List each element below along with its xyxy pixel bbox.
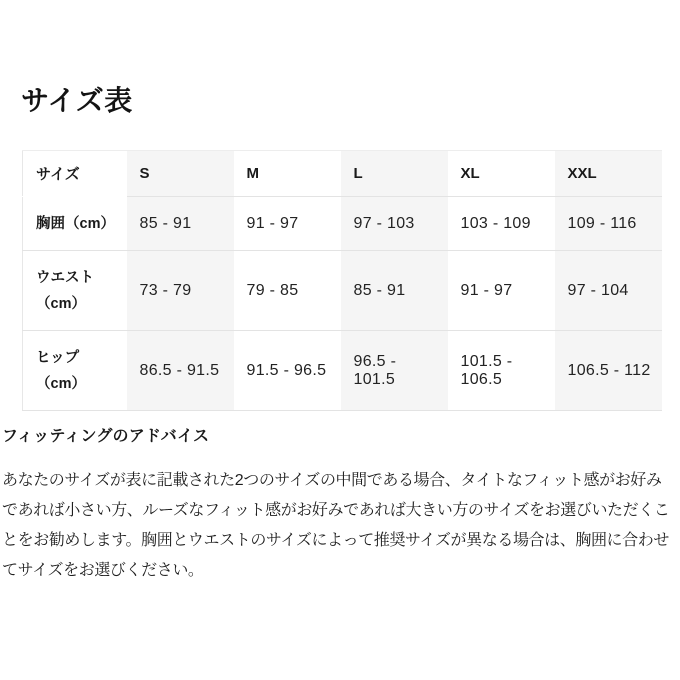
column-header-l: L [341,151,448,197]
row-label-waist: ウエスト（cm） [23,251,127,331]
chest-value-s: 85 - 91 [127,197,234,251]
hip-value-s: 86.5 - 91.5 [127,331,234,411]
column-header-xxl: XXL [555,151,662,197]
advice-line: てサイズをお選びください。 [2,562,204,579]
advice-line: であれば小さい方、ルーズなフィット感がお好みであれば大きい方のサイズをお選びいただくこ [2,502,670,519]
row-label-chest: 胸囲（cm） [23,197,127,251]
column-header-xl: XL [448,151,555,197]
waist-value-xl: 91 - 97 [448,251,555,331]
size-table [22,150,662,411]
waist-value-m: 79 - 85 [234,251,341,331]
row-label-hip: ヒップ（cm） [23,331,127,411]
hip-value-xl: 101.5 - 106.5 [448,331,555,411]
table-row-waist [23,251,662,331]
chest-value-xl: 103 - 109 [448,197,555,251]
column-header-m: M [234,151,341,197]
chest-value-m: 91 - 97 [234,197,341,251]
hip-value-l: 96.5 - 101.5 [341,331,448,411]
chest-value-xxl: 109 - 116 [555,197,662,251]
page-title: サイズ表 [21,85,133,116]
waist-value-s: 73 - 79 [127,251,234,331]
hip-value-m: 91.5 - 96.5 [234,331,341,411]
advice-line: とをお勧めします。胸囲とウエストのサイズによって推奨サイズが異なる場合は、胸囲に合わせ [2,532,669,549]
hip-value-xxl: 106.5 - 112 [555,331,662,411]
column-header-s: S [127,151,234,197]
waist-value-xxl: 97 - 104 [555,251,662,331]
column-header-size: サイズ [23,151,127,197]
size-table-header-row [23,151,662,197]
table-row-hip [23,331,662,411]
table-row-chest [23,197,662,251]
size-chart-section [0,85,680,680]
advice-line: あなたのサイズが表に記載された2つのサイズの中間である場合、タイトなフィット感がお好み [2,472,662,489]
waist-value-l: 85 - 91 [341,251,448,331]
fitting-advice-paragraph [2,466,680,586]
fitting-advice-heading: フィッティングのアドバイス [2,428,210,445]
chest-value-l: 97 - 103 [341,197,448,251]
fitting-advice-section [2,425,680,586]
